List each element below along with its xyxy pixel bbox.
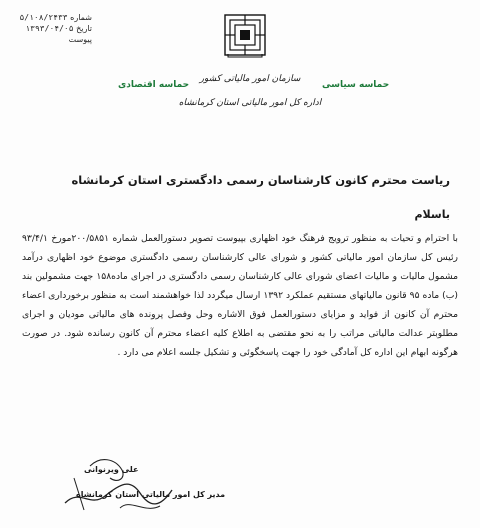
- ref-date-label: تاریخ: [76, 24, 92, 33]
- ref-date: ۱۳۹۳/۰۴/۰۵: [25, 24, 74, 33]
- reference-block: [16, 12, 92, 45]
- letter-body: [22, 229, 458, 362]
- signatory-title: مدیر کل امور مالیاتی استان کرمانشاه: [76, 490, 226, 499]
- ref-number-label: شماره: [70, 13, 92, 22]
- organization-logo-icon: [224, 14, 266, 58]
- ref-attachment-label: پیوست: [68, 35, 92, 44]
- handwritten-signature: [60, 448, 180, 518]
- organization-name: سازمان امور مالیاتی کشور: [199, 74, 301, 84]
- letter-recipient: ریاست محترم کانون کارشناسان رسمی دادگستری استان کرمانشاه: [71, 173, 450, 187]
- signatory-name: علی ویرنوانی: [84, 465, 139, 474]
- body-paragraph: با احترام و تحیات به منظور ترویج فرهنگ خود اظهاری بپیوست تصویر دستورالعمل شماره ۲۰۰/۵۸۵۱مورخ ۹۳/۴/۱ رئیس کل سازمان امور مالیاتی کشور و شورای عالی کارشناسان رسمی دادگستری موضوع خود اظهاری درآمد مشمول مالیات و مالیات اعضای شورای عالی کارشناسان رسمی دادگستری در اجرای ماده۱۵۸ جهت مشمولین بند (ب) ماده ۹۵ قانون مالیاتهای مستقیم عملکرد ۱۳۹۲ ارسال میگردد لذا خواهشمند است به منظور برخورداری اعضاء محترم آن کانون از فواید و مزایای دستورالعمل فوق الاشاره وحل وفصل پرونده های مالیاتی مودیان و اجرای مطلوبتر عدالت مالیاتی مراتب را به نحو مقتضی به اطلاع کلیه اعضاء محترم آن کانون رسانده شود. در صورت هرگونه ابهام این اداره کل آمادگی خود را جهت پاسخگوئی و تشکیل جلسه اعلام می دارد .: [22, 233, 459, 358]
- slogan-economic: حماسه اقتصادی: [118, 80, 190, 90]
- ref-attachment-row: [16, 34, 92, 45]
- slogan-political: حماسه سیاسی: [322, 80, 390, 90]
- ref-number: ۵/۱۰۸/۲۴۳۳: [19, 13, 68, 22]
- ref-number-row: [16, 12, 92, 23]
- department-name: اداره کل امور مالیاتی استان کرمانشاه: [178, 98, 322, 108]
- ref-date-row: [16, 23, 92, 34]
- letter-greeting: باسلام: [414, 208, 450, 221]
